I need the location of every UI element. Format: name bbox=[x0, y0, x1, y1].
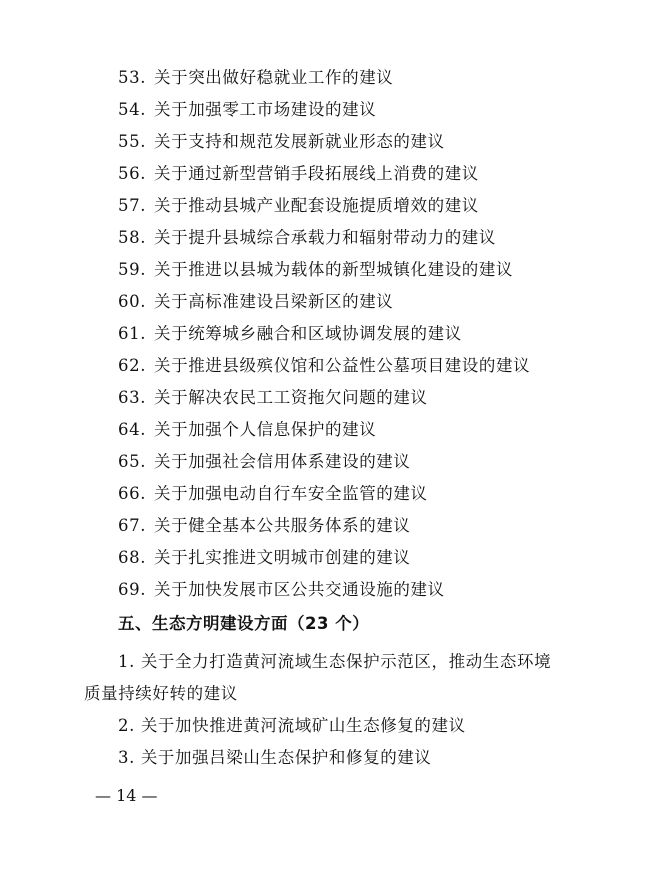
item-text: 关于全力打造黄河流域生态保护示范区，推动生态环境 bbox=[140, 652, 552, 671]
section-heading: 五、生态方明建设方面（23 个） bbox=[118, 614, 370, 633]
item-number: 68. bbox=[118, 548, 147, 567]
item-number: 58. bbox=[118, 228, 147, 247]
list-item bbox=[118, 292, 393, 312]
item-text: 关于加强零工市场建设的建议 bbox=[154, 100, 377, 119]
item-text: 关于加强个人信息保护的建议 bbox=[154, 420, 377, 439]
list-item bbox=[118, 228, 496, 248]
list-item bbox=[118, 420, 376, 440]
item-number: 67. bbox=[118, 516, 147, 535]
item-text: 关于支持和规范发展新就业形态的建议 bbox=[154, 132, 445, 151]
item-text: 关于扎实推进文明城市创建的建议 bbox=[154, 548, 411, 567]
page-number: — 14 — bbox=[95, 786, 158, 805]
item-number: 55. bbox=[118, 132, 147, 151]
list-item bbox=[118, 324, 462, 344]
item-text: 关于加强社会信用体系建设的建议 bbox=[154, 452, 411, 471]
item-text: 关于推进以县城为载体的新型城镇化建设的建议 bbox=[154, 260, 514, 279]
item-number: 2. bbox=[118, 716, 135, 735]
list-item bbox=[118, 484, 428, 504]
list-item bbox=[118, 516, 411, 536]
list-item bbox=[118, 260, 513, 280]
item-number: 61. bbox=[118, 324, 147, 343]
section-item bbox=[118, 748, 432, 768]
list-item bbox=[118, 68, 393, 88]
list-item bbox=[118, 132, 445, 152]
section-item bbox=[84, 646, 584, 710]
item-number: 62. bbox=[118, 356, 147, 375]
list-item bbox=[118, 196, 479, 216]
list-item bbox=[118, 452, 411, 472]
item-number: 69. bbox=[118, 580, 147, 599]
list-item bbox=[118, 388, 428, 408]
section-item-first-line bbox=[84, 646, 584, 678]
item-number: 53. bbox=[118, 68, 147, 87]
section-item bbox=[118, 716, 466, 736]
item-number: 1. bbox=[118, 652, 135, 671]
item-number: 66. bbox=[118, 484, 147, 503]
item-number: 65. bbox=[118, 452, 147, 471]
item-number: 59. bbox=[118, 260, 147, 279]
item-number: 56. bbox=[118, 164, 147, 183]
list-item bbox=[118, 356, 530, 376]
item-text: 关于加快推进黄河流域矿山生态修复的建议 bbox=[140, 716, 466, 735]
item-text: 关于统筹城乡融合和区域协调发展的建议 bbox=[154, 324, 462, 343]
list-item bbox=[118, 580, 445, 600]
item-text: 关于高标准建设吕梁新区的建议 bbox=[154, 292, 394, 311]
item-text: 关于突出做好稳就业工作的建议 bbox=[154, 68, 394, 87]
item-text: 关于加快发展市区公共交通设施的建议 bbox=[154, 580, 445, 599]
item-text: 关于提升县城综合承载力和辐射带动力的建议 bbox=[154, 228, 496, 247]
list-item bbox=[118, 100, 376, 120]
item-number: 64. bbox=[118, 420, 147, 439]
item-text: 关于推进县级殡仪馆和公益性公墓项目建设的建议 bbox=[154, 356, 531, 375]
item-number: 63. bbox=[118, 388, 147, 407]
item-number: 57. bbox=[118, 196, 147, 215]
item-text: 关于健全基本公共服务体系的建议 bbox=[154, 516, 411, 535]
item-text: 关于解决农民工工资拖欠问题的建议 bbox=[154, 388, 428, 407]
item-text: 关于推动县城产业配套设施提质增效的建议 bbox=[154, 196, 479, 215]
item-number: 60. bbox=[118, 292, 147, 311]
item-number: 3. bbox=[118, 748, 135, 767]
list-item bbox=[118, 164, 479, 184]
item-text: 关于加强电动自行车安全监管的建议 bbox=[154, 484, 428, 503]
item-number: 54. bbox=[118, 100, 147, 119]
item-text: 关于加强吕梁山生态保护和修复的建议 bbox=[140, 748, 432, 767]
section-item-continuation: 质量持续好转的建议 bbox=[84, 684, 238, 703]
item-text: 关于通过新型营销手段拓展线上消费的建议 bbox=[154, 164, 479, 183]
list-item bbox=[118, 548, 411, 568]
